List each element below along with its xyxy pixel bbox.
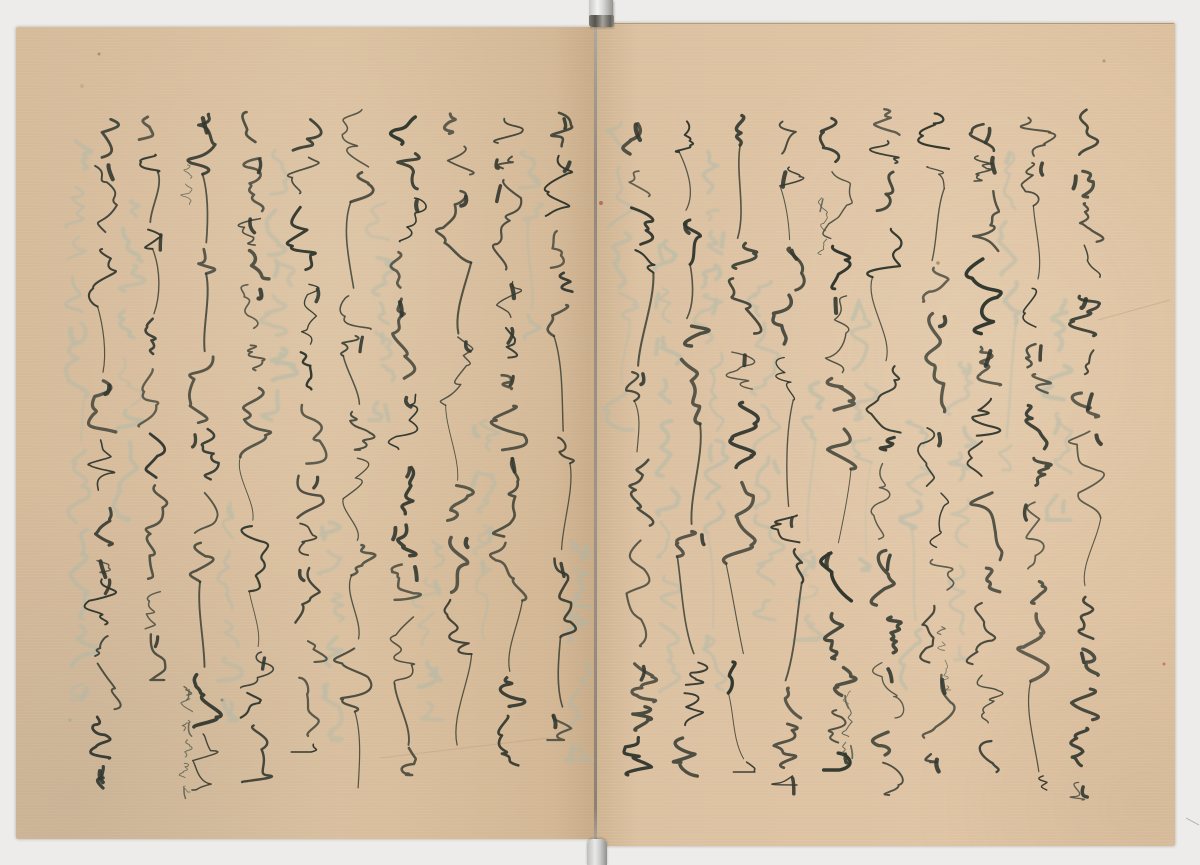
gutter-fold-shadow — [594, 25, 597, 841]
right-page — [597, 23, 1175, 846]
binding-pin-bottom — [587, 839, 607, 865]
left-page — [16, 27, 594, 839]
binding-pin-top-clamp — [589, 15, 614, 27]
